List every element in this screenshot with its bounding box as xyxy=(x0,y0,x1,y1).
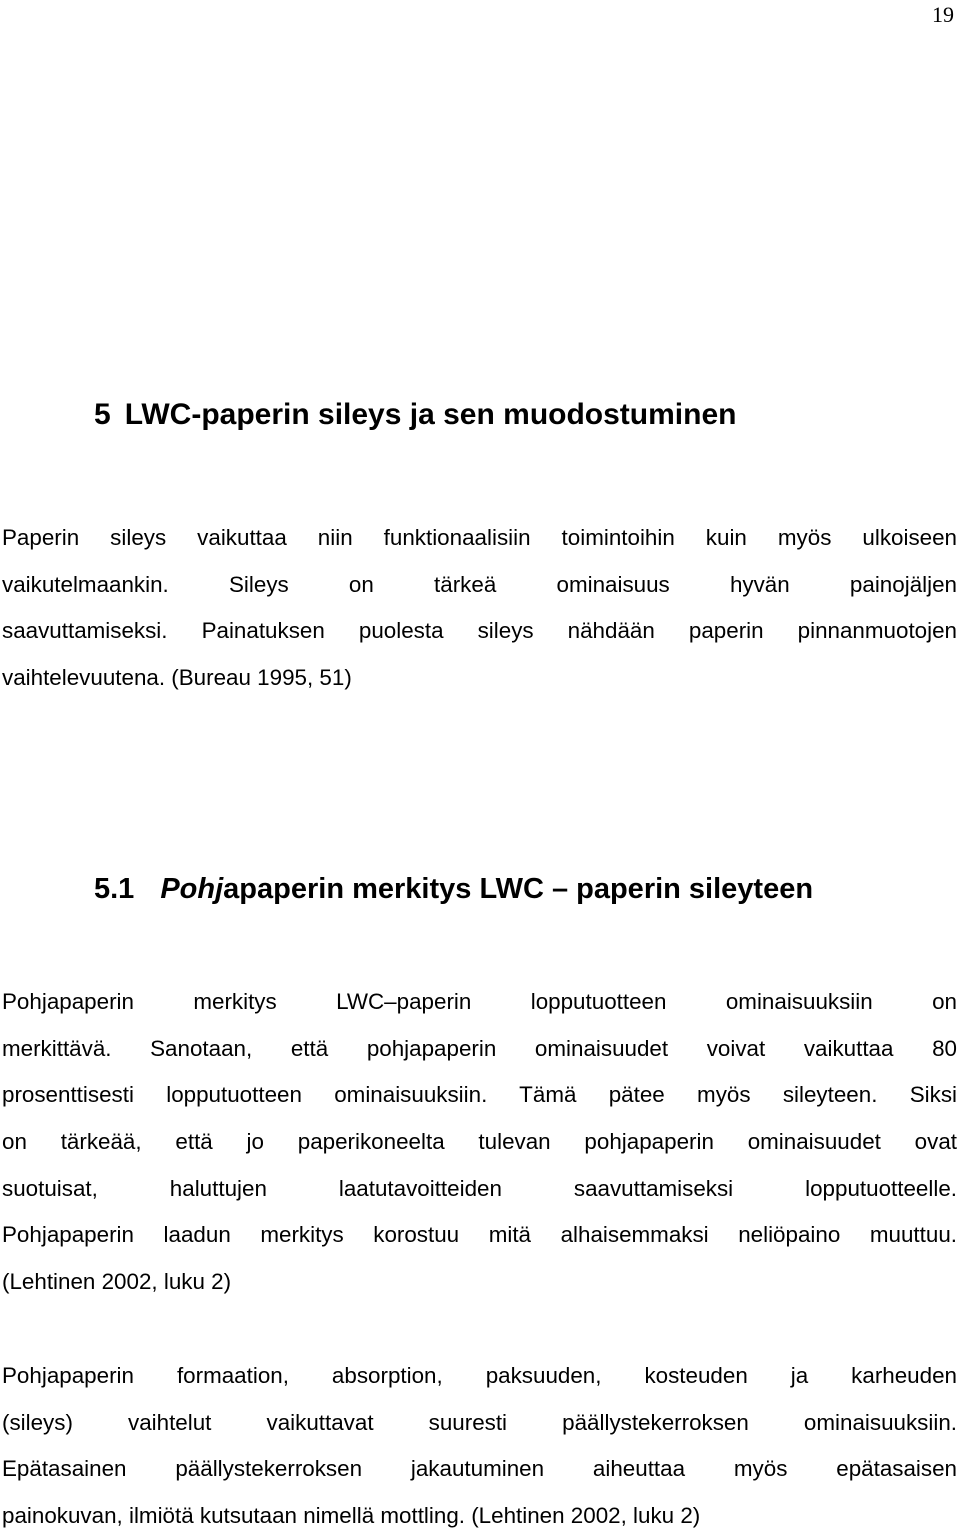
paragraph-line: Pohjapaperin merkitys LWC–paperin lopputuotteen ominaisuuksiin on xyxy=(2,989,957,1014)
paragraph-line: saavuttamiseksi. Painatuksen puolesta sileys nähdään paperin pinnanmuotojen xyxy=(2,618,957,644)
paragraph-1 xyxy=(2,515,957,702)
section-title-rest: apaperin merkitys LWC – paperin sileyteen xyxy=(223,873,814,905)
paragraph-line: prosenttisesti lopputuotteen ominaisuuksiin. Tämä pätee myös sileyteen. Siksi xyxy=(2,1082,957,1108)
paragraph-line: Pohjapaperin formaation, absorption, paksuuden, kosteuden ja karheuden xyxy=(2,1363,957,1388)
paragraph-line: painokuvan, ilmiötä kutsutaan nimellä mottling. (Lehtinen 2002, luku 2) xyxy=(2,1503,701,1529)
paragraph-line: Pohjapaperin laadun merkitys korostuu mitä alhaisemmaksi neliöpaino muuttuu. xyxy=(2,1222,957,1248)
paragraph-3 xyxy=(2,1353,957,1540)
chapter-heading xyxy=(94,398,736,432)
paragraph-line: suotuisat, haluttujen laatutavoitteiden saavuttamiseksi lopputuotteelle. xyxy=(2,1175,957,1201)
chapter-title: LWC-paperin sileys ja sen muodostuminen xyxy=(124,398,737,431)
paragraph-line: on tärkeää, että jo paperikoneelta tulevan pohjapaperin ominaisuudet ovat xyxy=(2,1129,957,1155)
paragraph-line: (sileys) vaihtelut vaikuttavat suuresti päällystekerroksen ominaisuuksiin. xyxy=(2,1409,957,1435)
section-heading xyxy=(94,873,813,906)
paragraph-line: (Lehtinen 2002, luku 2) xyxy=(2,1269,232,1295)
paragraph-line: Paperin sileys vaikuttaa niin funktionaalisiin toimintoihin kuin myös ulkoiseen xyxy=(2,525,957,550)
section-title-italic: Pohj xyxy=(160,873,224,905)
section-number: 5.1 xyxy=(94,873,135,905)
page-number: 19 xyxy=(932,2,954,27)
paragraph-line: vaikutelmaankin. Sileys on tärkeä ominaisuus hyvän painojäljen xyxy=(2,571,957,597)
paragraph-line: Epätasainen päällystekerroksen jakautuminen aiheuttaa myös epätasaisen xyxy=(2,1456,957,1482)
paragraph-line: vaihtelevuutena. (Bureau 1995, 51) xyxy=(2,665,352,691)
paragraph-line: merkittävä. Sanotaan, että pohjapaperin ominaisuudet voivat vaikuttaa 80 xyxy=(2,1035,957,1061)
chapter-number: 5 xyxy=(94,398,111,431)
paragraph-2 xyxy=(2,979,957,1306)
